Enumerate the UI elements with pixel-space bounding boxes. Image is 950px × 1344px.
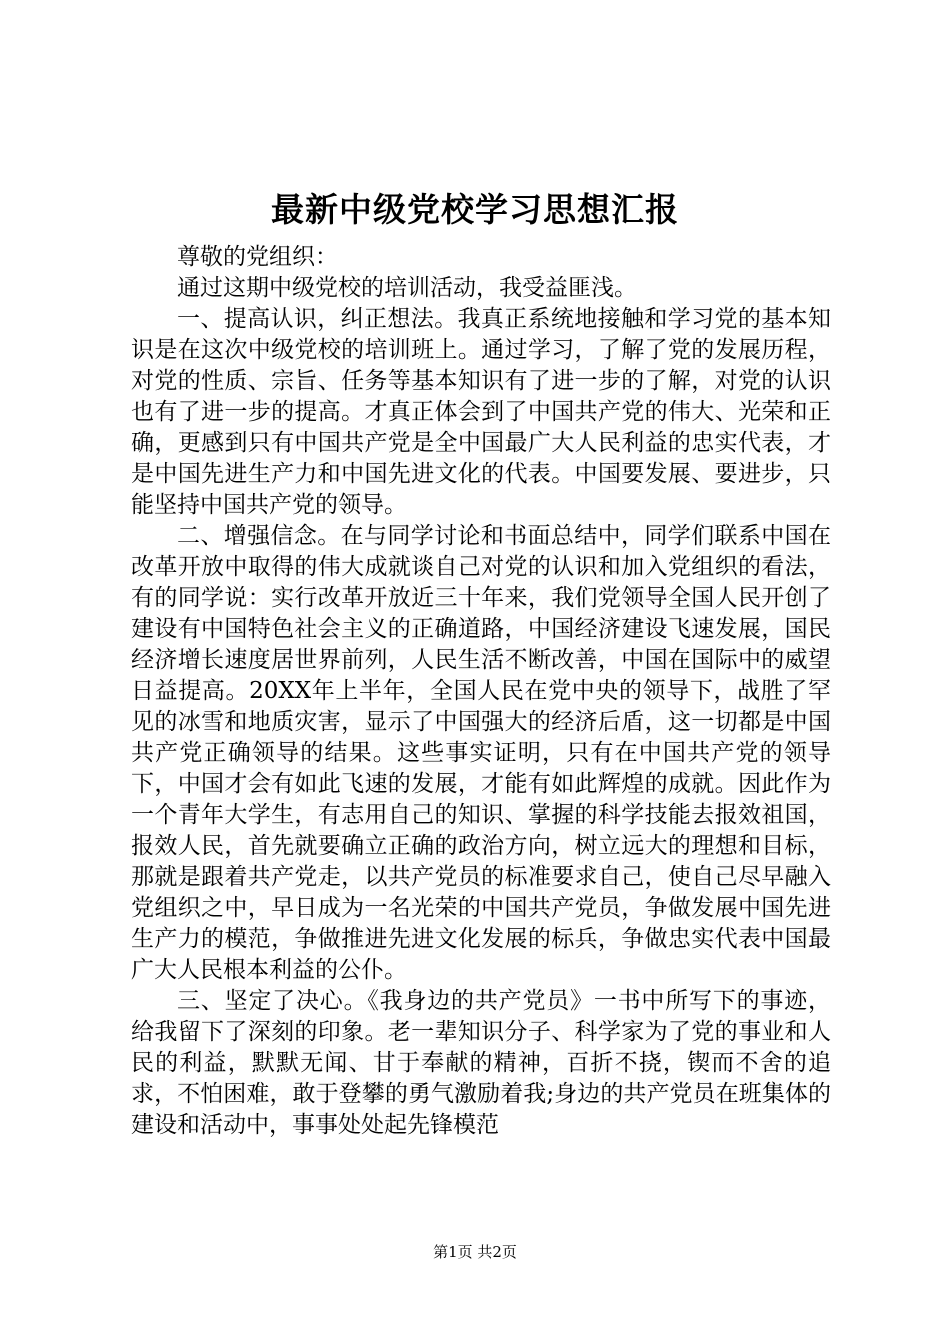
section-two-paragraph: 二、增强信念。在与同学讨论和书面总结中，同学们联系中国在改革开放中取得的伟大成就谈自己对党的认识和加入党组织的看法，有的同学说：实行改革开放近三十年来，我们党领导全国人民开创了建设有中国特色社会主义的正确道路，中国经济建设飞速发展，国民经济增长速度居世界前列，人民生活不断改善，中国在国际中的威望日益提高。20XX年上半年，全国人民在党中央的领导下，战胜了罕见的冰雪和地质灾害，显示了中国强大的经济后盾，这一切都是中国共产党正确领导的结果。这些事实证明，只有在中国共产党的领导下，中国才会有如此飞速的发展，才能有如此辉煌的成就。因此作为一个青年大学生，有志用自己的知识、掌握的科学技能去报效祖国，报效人民，首先就要确立正确的政治方向，树立远大的理想和目标，那就是跟着共产党走，以共产党员的标准要求自己，使自己尽早融入党组织之中，早日成为一名光荣的中国共产党员，争做发展中国先进生产力的模范，争做推进先进文化发展的标兵，争做忠实代表中国最广大人民根本利益的公仆。 [131,523,831,983]
page-footer: 第1页 共2页 [433,1243,517,1261]
document-title: 最新中级党校学习思想汇报 [271,190,679,229]
section-one-paragraph: 一、提高认识，纠正想法。我真正系统地接触和学习党的基本知识是在这次中级党校的培训班上。通过学习，了解了党的发展历程，对党的性质、宗旨、任务等基本知识有了进一步的了解，对党的认识也有了进一步的提高。才真正体会到了中国共产党的伟大、光荣和正确，更感到只有中国共产党是全中国最广大人民利益的忠实代表，才是中国先进生产力和中国先进文化的代表。中国要发展、要进步，只能坚持中国共产党的领导。 [131,306,831,518]
salutation-paragraph: 尊敬的党组织： [177,244,338,270]
intro-paragraph: 通过这期中级党校的培训活动，我受益匪浅。 [177,275,637,301]
section-three-paragraph: 三、坚定了决心。《我身边的共产党员》一书中所写下的事迹，给我留下了深刻的印象。老一辈知识分子、科学家为了党的事业和人民的利益，默默无闻、甘于奉献的精神，百折不挠，锲而不舍的追求，不怕困难，敢于登攀的勇气激励着我;身边的共产党员在班集体的建设和活动中，事事处处起先锋模范 [131,988,831,1138]
document-body [131,242,831,1141]
